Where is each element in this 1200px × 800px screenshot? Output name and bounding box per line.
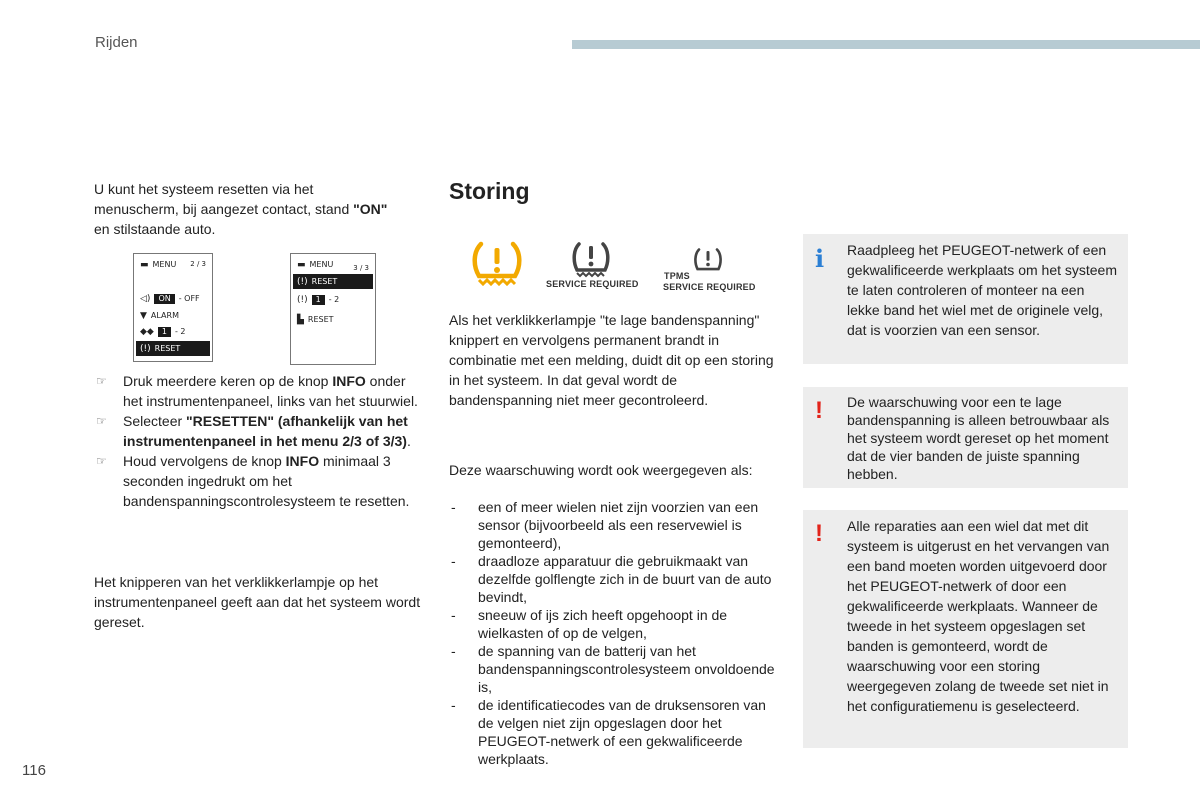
screen-row-reset-selected (293, 274, 373, 289)
list-item (94, 411, 424, 451)
intro-line-1: U kunt het systeem resetten via het (94, 181, 314, 197)
screen-pager: 3 / 3 (353, 264, 369, 272)
exclamation-icon: ! (815, 520, 823, 547)
step-bold: "RESETTEN" (afhankelijk van het instrumentenpaneel in het menu 2/3 of 3/3) (123, 413, 408, 449)
info-note-text: Raadpleeg het PEUGEOT-netwerk of een gekwalificeerde werkplaats om het systeem te laten controleren of monteer na een lekke band het wiel met de originele velg, dat is voorzien van een sensor. (847, 242, 1118, 338)
intro-line-3: en stilstaande auto. (94, 221, 216, 237)
row-suffix: - OFF (178, 294, 200, 303)
hand-pointer-icon: ☞ (96, 374, 107, 388)
screen-row-units (140, 324, 206, 339)
row-suffix: - 2 (328, 295, 340, 304)
intro-on-bold: "ON" (353, 201, 388, 217)
screen-row-reset-selected (136, 341, 210, 356)
step-text: . (406, 433, 411, 449)
row-suffix: - 2 (174, 327, 186, 336)
reset-steps (94, 371, 424, 511)
arrows-icon: ◆◆ (140, 326, 154, 337)
service-required-caption: SERVICE REQUIRED (546, 279, 639, 289)
tire-warning-icon: (!) (140, 343, 151, 354)
warning-note-reset (803, 387, 1128, 488)
list-item: - een of meer wielen niet zijn voorzien van een sensor (bijvoorbeeld als een reservewiel is gemonteerd), (451, 499, 759, 551)
row-value: ON (154, 294, 174, 304)
tpms-service-caption: SERVICE REQUIRED (663, 282, 756, 292)
list-item (94, 371, 424, 411)
screen-row-level (297, 292, 369, 307)
list-item-text: de spanning van de batterij van het bandenspanningscontrolesysteem onvoldoende is, (478, 643, 775, 695)
menu-screen-3of3 (290, 253, 376, 365)
tpms-caption: TPMS (664, 271, 690, 281)
speaker-icon: ◁) (140, 293, 151, 304)
intro-line-2: menuscherm, bij aangezet contact, stand (94, 201, 354, 217)
step-bold: INFO (332, 373, 366, 389)
step-text: Selecteer (123, 413, 187, 429)
screen-title: MENU (309, 260, 334, 269)
screen-row-factory-reset (297, 312, 369, 327)
tpms-warning-icon (693, 245, 723, 275)
header-bar (572, 40, 1200, 49)
hand-pointer-icon: ☞ (96, 454, 107, 468)
row-label: RESET (311, 277, 338, 286)
page-number: 116 (22, 762, 46, 779)
menu-screen-2of3 (133, 253, 213, 362)
list-item: - de spanning van de batterij van het bandenspanningscontrolesysteem onvoldoende is, (451, 643, 775, 695)
list-item-text: sneeuw of ijs zich heeft opgehoopt in de wielkasten of op de velgen, (478, 607, 728, 641)
row-value: 1 (312, 295, 325, 305)
screen-title: MENU (152, 260, 177, 269)
section-header: Rijden (95, 34, 138, 51)
toolbox-icon: ▬ (297, 259, 306, 270)
step-text: Houd vervolgens de knop (123, 453, 286, 469)
row-label: ALARM (150, 311, 179, 320)
list-item-text: de identificatiecodes van de druksensoren van de velgen niet zijn opgeslagen door het PEUGEOT-netwerk of een gekwalificeerde werkplaats. (478, 697, 766, 767)
list-item: - de identificatiecodes van de druksensoren van de velgen niet zijn opgeslagen door het PEUGEOT-netwerk of een gekwalificeerde werkplaats. (451, 697, 766, 767)
row-label: RESET (154, 344, 181, 353)
list-item-text: een of meer wielen niet zijn voorzien van een sensor (bijvoorbeeld als een reservewiel is gemonteerd), (478, 499, 759, 551)
alarm-icon: ▼ (140, 310, 147, 321)
row-label: RESET (307, 315, 334, 324)
hand-pointer-icon: ☞ (96, 414, 107, 428)
step-bold: INFO (285, 453, 320, 469)
list-item: - sneeuw of ijs zich heeft opgehoopt in de wielkasten of op de velgen, (451, 607, 728, 641)
tire-warning-icon: (!) (297, 276, 308, 287)
step-text: minimaal 3 seconden ingedrukt om het bandenspanningscontrolesysteem te resetten. (123, 453, 410, 509)
factory-icon: ▙ (297, 314, 304, 325)
step-text: Druk meerdere keren op de knop (123, 373, 333, 389)
toolbox-icon: ▬ (140, 259, 149, 270)
tire-service-icon (571, 238, 611, 278)
list-item: - draadloze apparatuur die gebruikmaakt van dezelfde golflengte zich in de buurt van de auto bevindt, (451, 553, 772, 605)
info-note (803, 234, 1128, 364)
row-value: 1 (158, 327, 171, 337)
info-icon: i (815, 244, 825, 273)
tire-warning-icon: (!) (297, 294, 308, 305)
section-title: Storing (449, 178, 530, 204)
step-text: onder het instrumentenpaneel, links van het stuurwiel. (123, 373, 418, 409)
fault-conditions-list (449, 498, 779, 768)
list-item-text: draadloze apparatuur die gebruikmaakt van dezelfde golflengte zich in de buurt van de auto bevindt, (478, 553, 772, 605)
warning-note-text: Alle reparaties aan een wiel dat met dit systeem is uitgerust en het vervangen van een band moeten worden uitgevoerd door het PEUGEOT-netwerk of door een gekwalificeerde werkplaats. Wanneer de tweede in het systeem opgeslagen set banden is gemonteerd, wordt de waarschuwing voor een storing weergegeven zolang de tweede set niet in het configuratiemenu is geselecteerd. (847, 518, 1110, 714)
warning-note-text: De waarschuwing voor een te lage bandenspanning is alleen betrouwbaar als het systeem wordt gereset op het moment dat de vier banden de juiste spanning hebben. (847, 394, 1110, 482)
screen-row-sound (140, 291, 206, 306)
warning-note-repairs (803, 510, 1128, 748)
screen-pager: 2 / 3 (190, 260, 206, 268)
fault-paragraph: Als het verklikkerlampje "te lage bandenspanning" knippert en vervolgens permanent brandt in combinatie met een melding, duidt dit op een storing in het systeem. In dat geval wordt de bandenspanning niet meer gecontroleerd. (449, 312, 774, 408)
list-item (94, 451, 424, 511)
reset-outro: Het knipperen van het verklikkerlampje op het instrumentenpaneel geeft aan dat het systeem wordt gereset. (94, 574, 421, 630)
fault-conditions-intro: Deze waarschuwing wordt ook weergegeven als: (449, 462, 753, 478)
tire-pressure-warning-icon (471, 236, 523, 286)
exclamation-icon: ! (815, 397, 823, 424)
intro-text (94, 179, 424, 239)
screen-row-alarm (140, 308, 206, 323)
